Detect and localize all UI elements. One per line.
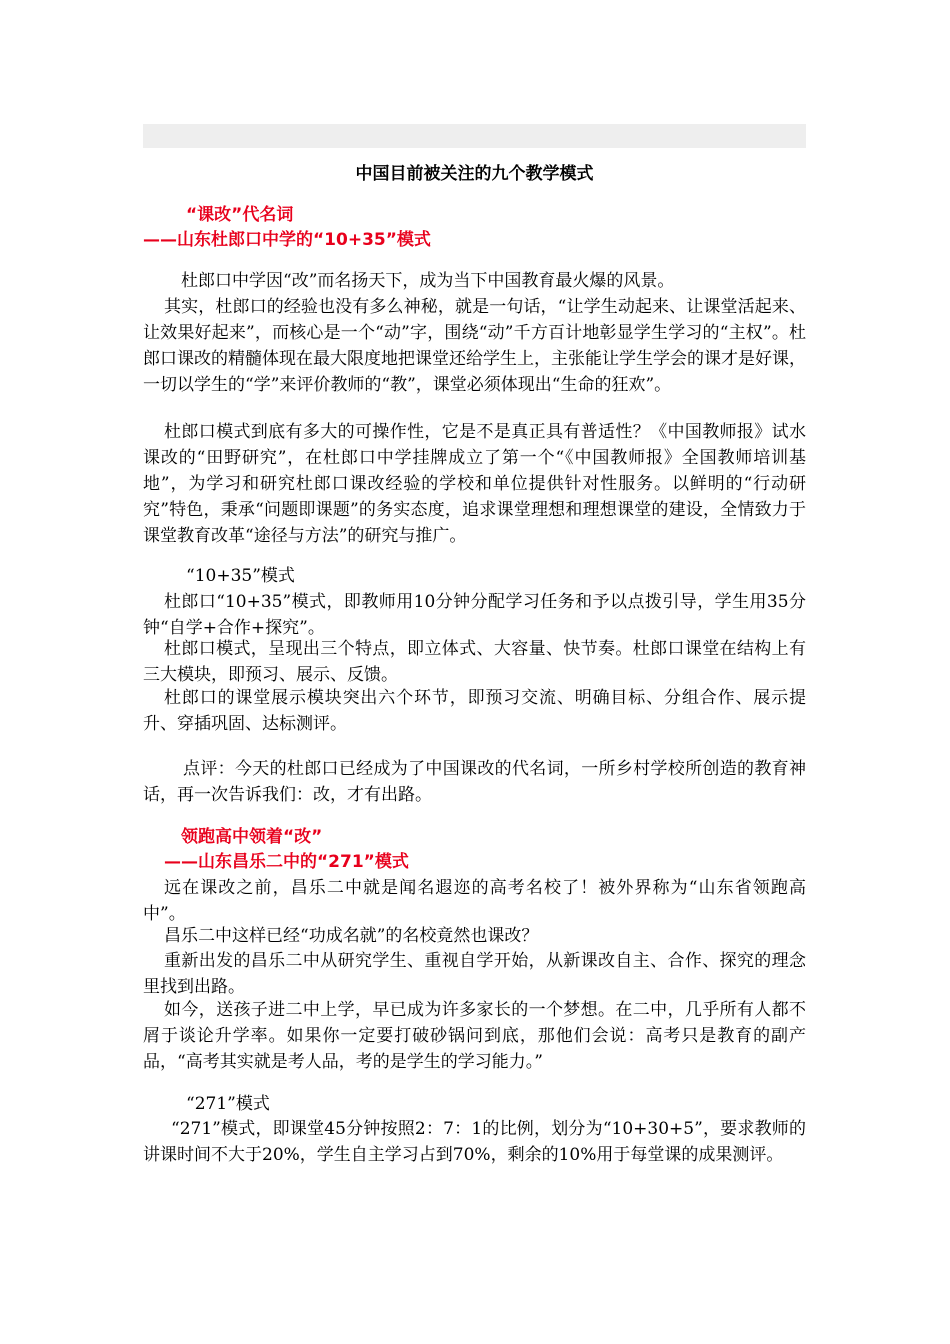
- section1-paragraph-4: 杜郎口模式，呈现出三个特点，即立体式、大容量、快节奏。杜郎口课堂在结构上有三大模块，即预习、展示、反馈。: [143, 639, 806, 685]
- section2-model-label: “271”模式: [186, 1094, 270, 1114]
- section1-subtitle: ——山东杜郎口中学的“10+35”模式: [143, 230, 431, 250]
- section2-subtitle: ——山东昌乐二中的“271”模式: [164, 852, 409, 872]
- header-bar: [143, 124, 806, 148]
- section1-paragraph-1: 其实，杜郎口的经验也没有多么神秘，就是一句话，“让学生动起来、让课堂活起来、让效果好起来”，而核心是一个“动”字，围绕“动”千方百计地彰显学生学习的“主权”。杜郎口课改的精髓体现在最大限度地把课堂还给学生上，主张能让学生学会的课才是好课，一切以学生的“学”来评价教师的“教”，课堂必须体现出“生命的狂欢”。: [143, 297, 806, 395]
- section1-comment: 点评：今天的杜郎口已经成为了中国课改的代名词，一所乡村学校所创造的教育神话，再一次告诉我们：改，才有出路。: [143, 759, 806, 805]
- section2-title: 领跑高中领着“改”: [181, 827, 323, 847]
- section1-paragraph-2: 杜郎口模式到底有多大的可操作性，它是不是真正具有普适性？《中国教师报》试水课改的“田野研究”，在杜郎口中学挂牌成立了第一个“《中国教师报》全国教师培训基地”，为学习和研究杜郎口课改经验的学校和单位提供针对性服务。以鲜明的“行动研究”特色，秉承“问题即课题”的务实态度，追求课堂理想和理想课堂的建设，全情致力于课堂教育改革“途径与方法”的研究与推广。: [143, 422, 806, 546]
- section2-paragraph-5: “271”模式，即课堂45分钟按照2：7：1的比例，划分为“10+30+5”，要求教师的讲课时间不大于20%，学生自主学习占到70%，剩余的10%用于每堂课的成果测评。: [143, 1119, 806, 1165]
- document-title: 中国目前被关注的九个教学模式: [355, 164, 594, 184]
- section2-paragraph-1: 远在课改之前，昌乐二中就是闻名遐迩的高考名校了！被外界称为“山东省领跑高中”。: [143, 878, 806, 924]
- section1-title: “课改”代名词: [186, 205, 294, 225]
- section2-paragraph-2: 昌乐二中这样已经“功成名就”的名校竟然也课改？: [164, 926, 539, 946]
- section1-paragraph-5: 杜郎口的课堂展示模块突出六个环节，即预习交流、明确目标、分组合作、展示提升、穿插巩固、达标测评。: [143, 688, 806, 734]
- section2-paragraph-3: 重新出发的昌乐二中从研究学生、重视自学开始，从新课改自主、合作、探究的理念里找到出路。: [143, 951, 806, 997]
- section1-model-label: “10+35”模式: [186, 566, 295, 586]
- section1-paragraph-3: 杜郎口“10+35”模式，即教师用10分钟分配学习任务和予以点拨引导，学生用35分钟“自学+合作+探究”。: [143, 592, 806, 638]
- section2-paragraph-4: 如今，送孩子进二中上学，早已成为许多家长的一个梦想。在二中，几乎所有人都不屑于谈论升学率。如果你一定要打破砂锅问到底，那他们会说：高考只是教育的副产品，“高考其实就是考人品，考的是学生的学习能力。”: [143, 1000, 806, 1072]
- section1-intro: 杜郎口中学因“改”而名扬天下，成为当下中国教育最火爆的风景。: [181, 271, 675, 291]
